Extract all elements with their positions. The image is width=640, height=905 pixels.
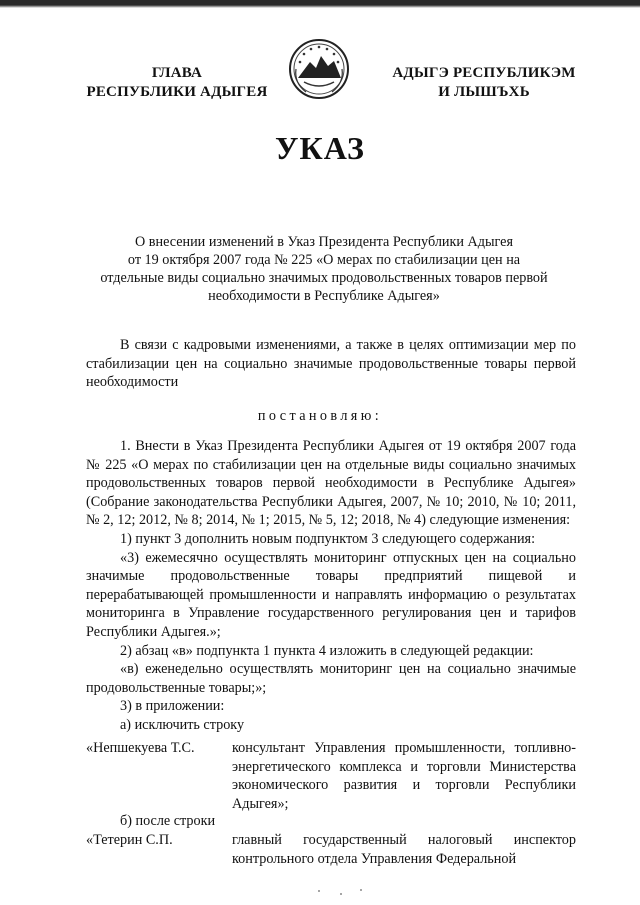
clause-1-1: 1) пункт 3 дополнить новым подпунктом 3 следующего содержания: <box>120 530 536 547</box>
preamble-paragraph: В связи с кадровыми изменениями, а также в целях оптимизации мер по стабилизации цен на социально значимые продовольственные товары первой необходимости <box>86 337 576 391</box>
subject-line: О внесении изменений в Указ Президента Республики Адыгея <box>135 234 513 250</box>
header-right <box>384 64 584 102</box>
clause-1: 1. Внести в Указ Президента Республики Адыгея от 19 октября 2007 года № 225 «О мерах по стабилизации цен на отдельные виды социально значимых продовольственных товаров первой необходимости в Республике Адыгея» (Собрание законодательства Республики Адыгея, 2007, № 10; 2010, № 10; 2011, № 2, 12; 2012, № 8; 2014, № 1; 2015, № 5, 12; 2018, № 4) следующие изменения: <box>86 438 576 529</box>
preamble-block <box>86 336 576 392</box>
scan-edge <box>0 0 640 8</box>
subject-line: от 19 октября 2007 года № 225 «О мерах по стабилизации цен на <box>127 252 521 268</box>
document-subject <box>98 233 550 305</box>
row-role: консультант Управления промышленности, топливно-энергетического комплекса и торговли Министерства экономического развития и торговли Республики Адыгея»; <box>232 740 576 812</box>
clauses-block <box>86 437 576 735</box>
scan-speck <box>360 889 362 891</box>
header-right-line1: АДЫГЭ РЕСПУБЛИКЭМ <box>392 65 576 81</box>
coat-of-arms-icon <box>288 38 350 100</box>
clause-1-2-text: «в) еженедельно осуществлять мониторинг цен на социально значимые продовольственные товары;»; <box>86 661 576 696</box>
decree-word: постановляю: <box>257 408 383 424</box>
row-name: «Тетерин С.П. <box>86 832 173 848</box>
document-title: УКАЗ <box>275 130 365 166</box>
header-left-line1: ГЛАВА <box>151 65 203 81</box>
scan-speck <box>318 890 320 892</box>
clause-1-2: 2) абзац «в» подпункта 1 пункта 4 изложить в следующей редакции: <box>120 642 534 659</box>
subject-line: отдельные виды социально значимых продовольственных товаров первой <box>100 270 548 286</box>
clause-1-3: 3) в приложении: <box>120 698 225 715</box>
header-left-line2: РЕСПУБЛИКИ АДЫГЕЯ <box>86 84 268 100</box>
subject-line: необходимости в Республике Адыгея» <box>208 288 440 304</box>
clause-1-3-a: а) исключить строку <box>120 716 245 733</box>
clause-1-3-b: б) после строки <box>120 813 216 829</box>
scan-speck <box>340 893 342 895</box>
row-name: «Непшекуева Т.С. <box>86 740 195 756</box>
header-right-line2: И ЛЫШЪХЬ <box>438 84 530 100</box>
clause-1-1-text: «3) ежемесячно осуществлять мониторинг отпускных цен на социально значимые продовольственные товары предприятий пищевой и перерабатывающей промышленности и направлять информацию о результатах мониторинга в Управление государственного регулирования цен и тарифов Республики Адыгея.»; <box>86 549 576 640</box>
header-left <box>82 64 272 102</box>
clause-b-block <box>86 812 576 831</box>
row-role: главный государственный налоговый инспектор контрольного отдела Управления Федеральной <box>232 832 576 867</box>
